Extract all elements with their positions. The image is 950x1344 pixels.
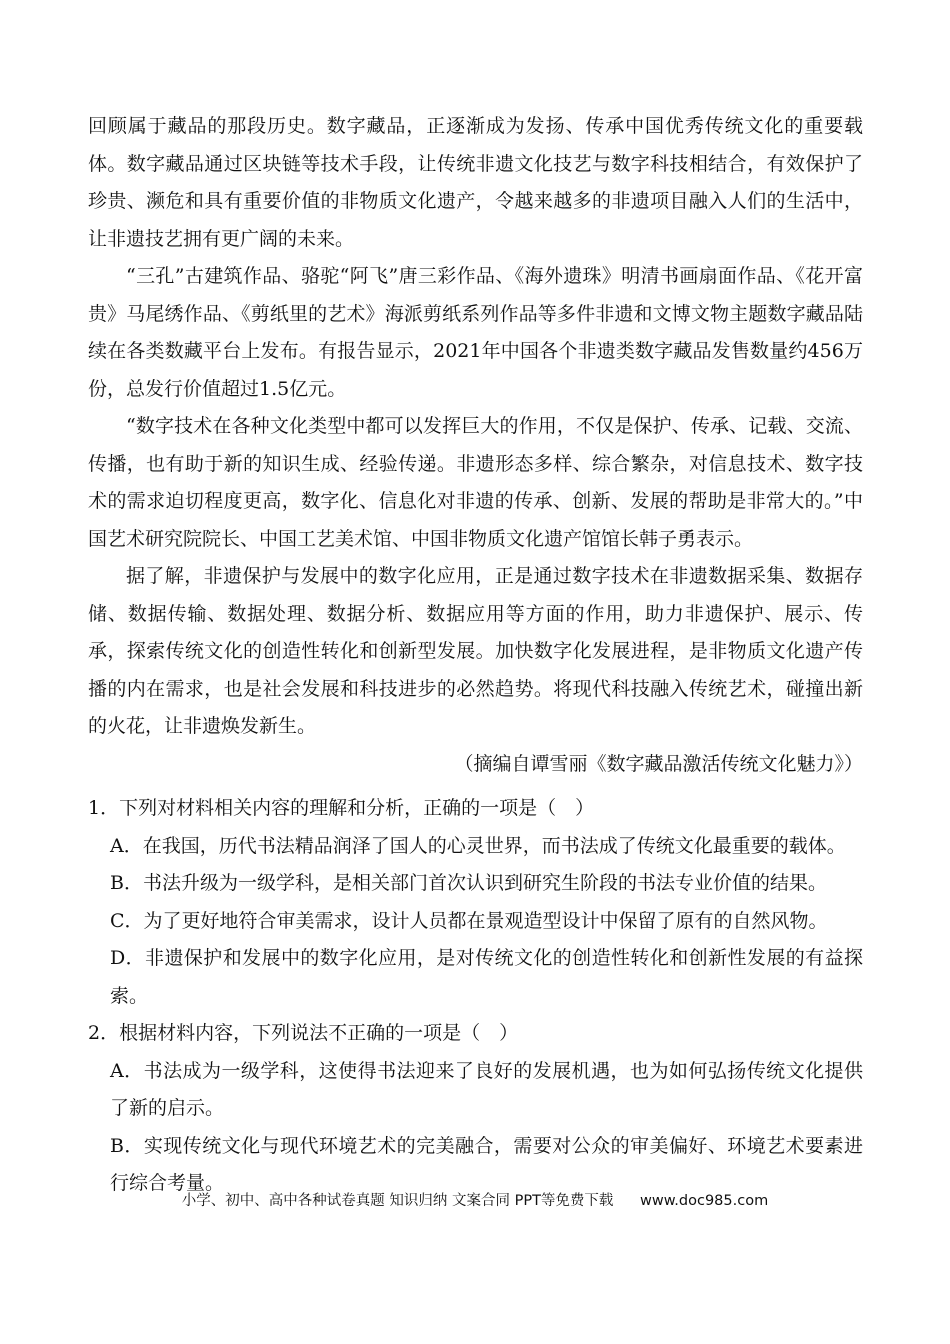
- question-list: [88, 790, 863, 1203]
- option-a: A．书法成为一级学科，这使得书法迎来了良好的发展机遇，也为如何弘扬传统文化提供了新的启示。: [110, 1059, 863, 1119]
- footer-text: 小学、初中、高中各种试卷真题 知识归纳 文案合同 PPT等免费下载: [181, 1193, 614, 1209]
- article-paragraph: “数字技术在各种文化类型中都可以发挥巨大的作用，不仅是保护、传承、记载、交流、传播，也有助于新的知识生成、经验传递。非遗形态多样、综合繁杂，对信息技术、数字技术的需求迫切程度更高，数字化、信息化对非遗的传承、创新、发展的帮助是非常大的。”中国艺术研究院院长、中国工艺美术馆、中国非物质文化遗产馆馆长韩子勇表示。: [88, 415, 863, 550]
- question-stem: 2．根据材料内容，下列说法不正确的一项是（ ）: [88, 1022, 519, 1044]
- article-paragraph: “三孔”古建筑作品、骆驼“阿飞”唐三彩作品、《海外遗珠》明清书画扇面作品、《花开富贵》马尾绣作品、《剪纸里的艺术》海派剪纸系列作品等多件非遗和文博文物主题数字藏品陆续在各类数藏平台上发布。有报告显示，2021年中国各个非遗类数字藏品发售数量约456万份，总发行价值超过1.5亿元。: [88, 265, 863, 400]
- option-b: B．书法升级为一级学科，是相关部门首次认识到研究生阶段的书法专业价值的结果。: [110, 872, 827, 894]
- question-1: [88, 790, 863, 1015]
- option-b: B．实现传统文化与现代环境艺术的完美融合，需要对公众的审美偏好、环境艺术要素进行综合考量。: [110, 1134, 863, 1194]
- page-footer: [0, 1189, 950, 1210]
- article-paragraph: 回顾属于藏品的那段历史。数字藏品，正逐渐成为发扬、传承中国优秀传统文化的重要载体。数字藏品通过区块链等技术手段，让传统非遗文化技艺与数字科技相结合，有效保护了珍贵、濒危和具有重要价值的非物质文化遗产，令越来越多的非遗项目融入人们的生活中，让非遗技艺拥有更广阔的未来。: [88, 115, 863, 250]
- footer-url-link[interactable]: www.doc985.com: [640, 1193, 769, 1209]
- article-body: [88, 108, 863, 783]
- article-paragraph: 据了解，非遗保护与发展中的数字化应用，正是通过数字技术在非遗数据采集、数据存储、数据传输、数据处理、数据分析、数据应用等方面的作用，助力非遗保护、展示、传承，探索传统文化的创造性转化和创新型发展。加快数字化发展进程，是非物质文化遗产传播的内在需求，也是社会发展和科技进步的必然趋势。将现代科技融入传统艺术，碰撞出新的火花，让非遗焕发新生。: [88, 565, 863, 737]
- option-d: D．非遗保护和发展中的数字化应用，是对传统文化的创造性转化和创新性发展的有益探索。: [110, 947, 863, 1007]
- option-a: A．在我国，历代书法精品润泽了国人的心灵世界，而书法成了传统文化最重要的载体。: [110, 834, 846, 857]
- question-stem: 1．下列对材料相关内容的理解和分析，正确的一项是（ ）: [88, 797, 595, 819]
- question-2: [88, 1015, 863, 1203]
- option-c: C．为了更好地符合审美需求，设计人员都在景观造型设计中保留了原有的自然风物。: [110, 909, 828, 932]
- article-source: （摘编自谭雪丽《数字藏品激活传统文化魅力》）: [454, 752, 863, 775]
